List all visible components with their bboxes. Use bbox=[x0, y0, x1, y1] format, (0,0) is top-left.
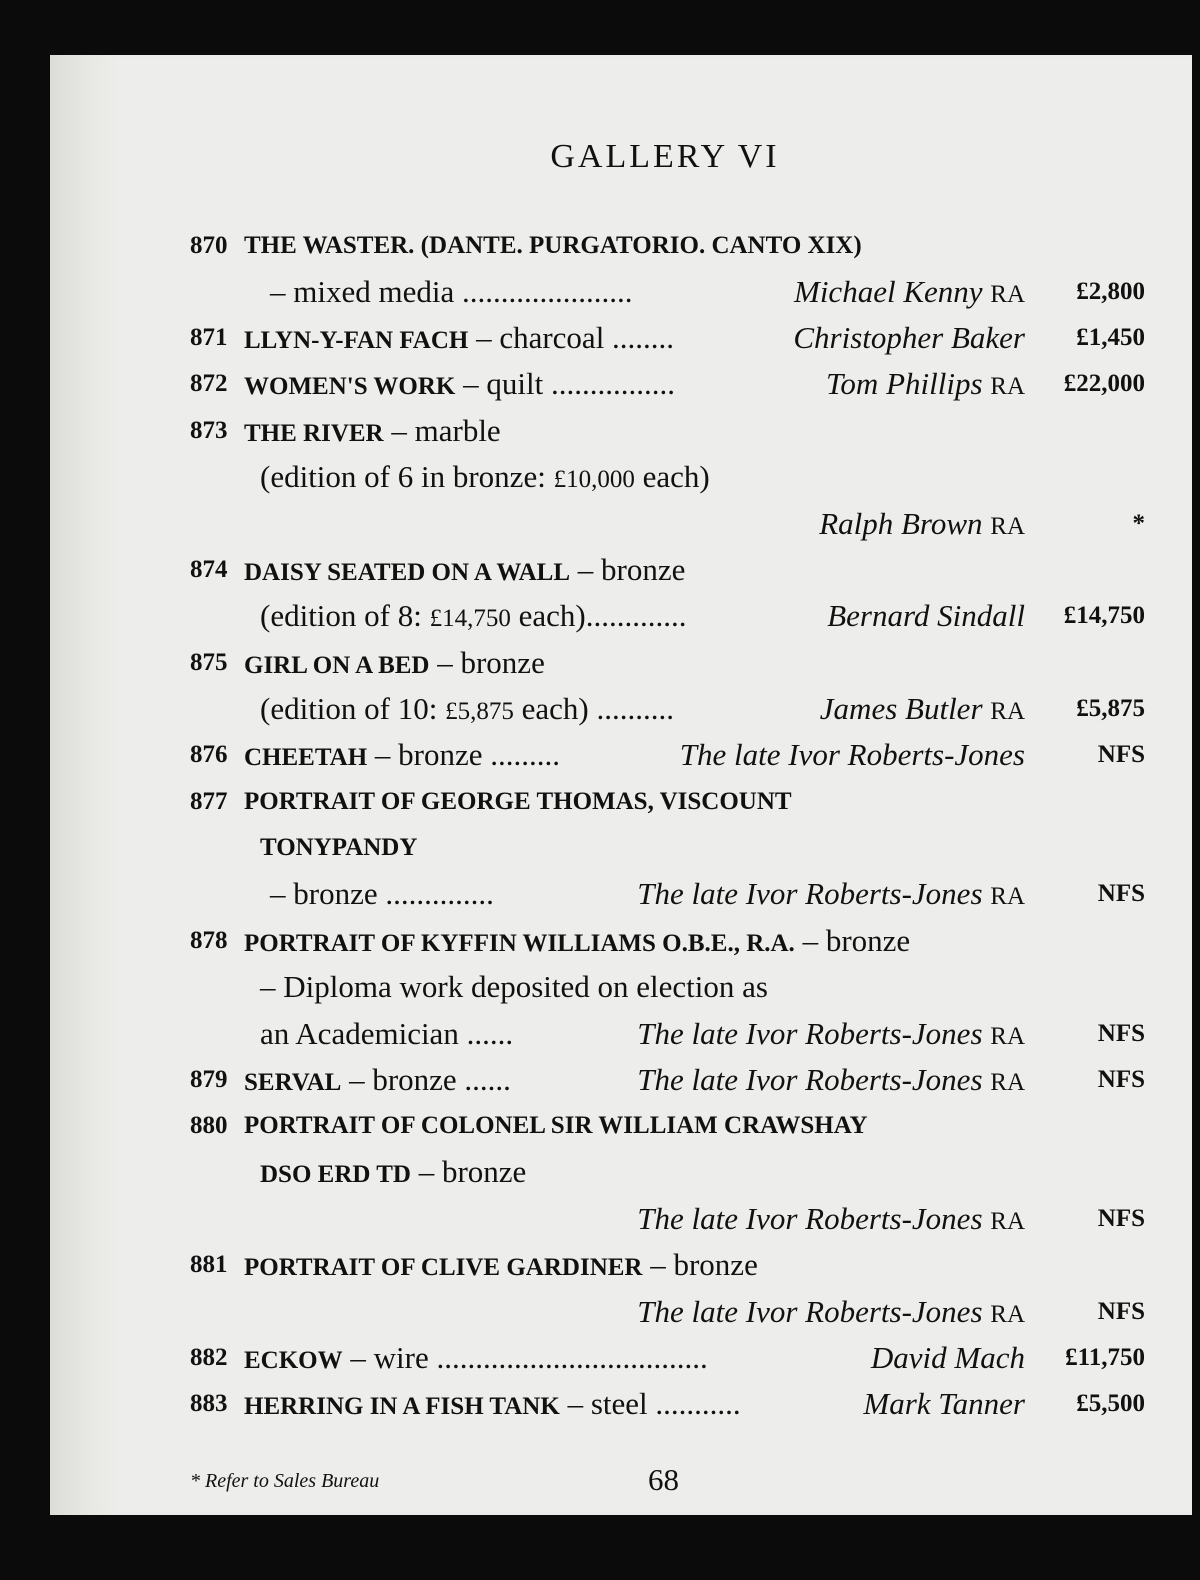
entry-text bbox=[244, 411, 501, 454]
entry-price: NFS bbox=[1097, 1020, 1145, 1047]
entry-ra: RA bbox=[990, 281, 1025, 308]
entry-text bbox=[244, 1338, 708, 1381]
entry-ra: RA bbox=[990, 373, 1025, 400]
entry-text bbox=[244, 643, 545, 686]
entry-number: 879 bbox=[190, 1066, 228, 1093]
entry-title: PORTRAIT OF COLONEL SIR WILLIAM CRAWSHAY bbox=[244, 1112, 868, 1139]
entry-number: 883 bbox=[190, 1390, 228, 1417]
entry-874-edition-line bbox=[190, 596, 1145, 636]
entry-870-title-line bbox=[190, 226, 1145, 266]
edition-prefix: (edition of 10: bbox=[260, 691, 446, 726]
entry-artist-block bbox=[819, 504, 1025, 547]
entry-artist: The late Ivor Roberts-Jones bbox=[637, 1016, 983, 1051]
entry-artist-block bbox=[680, 735, 1025, 775]
entry-number: 872 bbox=[190, 370, 228, 397]
entry-artist: David Mach bbox=[870, 1340, 1025, 1375]
entry-876-line bbox=[190, 735, 1145, 775]
entry-number: 870 bbox=[190, 232, 228, 259]
entry-ra: RA bbox=[990, 1208, 1025, 1235]
entry-title: HERRING IN A FISH TANK bbox=[244, 1393, 560, 1420]
entry-title: PORTRAIT OF CLIVE GARDINER bbox=[244, 1254, 643, 1281]
entry-883-line bbox=[190, 1384, 1145, 1424]
entry-879-line bbox=[190, 1060, 1145, 1100]
edition-suffix: each) .......... bbox=[513, 691, 674, 726]
entry-number: 881 bbox=[190, 1251, 228, 1278]
entry-medium: – bronze bbox=[802, 923, 911, 958]
entry-title: CHEETAH bbox=[244, 744, 368, 771]
entry-medium: – marble bbox=[391, 413, 501, 448]
entry-text bbox=[244, 1060, 511, 1103]
entry-text bbox=[244, 318, 674, 361]
entry-medium: – bronze bbox=[437, 645, 545, 680]
entry-title-continued: DSO ERD TD bbox=[260, 1161, 411, 1188]
entry-price: NFS bbox=[1097, 741, 1145, 768]
entry-text bbox=[244, 1245, 758, 1288]
entry-price: £22,000 bbox=[1063, 370, 1145, 397]
entry-title: LLYN-Y-FAN FACH bbox=[244, 327, 469, 354]
entry-878-title-line bbox=[190, 921, 1145, 961]
entry-text bbox=[244, 364, 675, 407]
entry-price: * bbox=[1132, 510, 1145, 537]
entry-ra: RA bbox=[990, 1069, 1025, 1096]
entry-880-title2-line bbox=[190, 1152, 1145, 1192]
entry-title: PORTRAIT OF KYFFIN WILLIAMS O.B.E., R.A. bbox=[244, 930, 795, 957]
entry-artist: The late Ivor Roberts-Jones bbox=[637, 1294, 983, 1329]
entry-artist-block bbox=[637, 1199, 1025, 1242]
entry-874-title-line bbox=[190, 550, 1145, 590]
entry-title: THE RIVER bbox=[244, 420, 384, 447]
entry-artist-block bbox=[827, 596, 1025, 636]
entry-877-title2-line bbox=[190, 828, 1145, 868]
edition-price: £5,875 bbox=[445, 698, 514, 725]
entry-medium: – bronze ......... bbox=[374, 737, 561, 772]
entry-text bbox=[244, 1384, 741, 1427]
entry-artist: Tom Phillips bbox=[826, 366, 983, 401]
page-number: 68 bbox=[648, 1462, 679, 1497]
entry-artist: Ralph Brown bbox=[819, 506, 983, 541]
entry-medium: – bronze bbox=[650, 1247, 758, 1282]
entry-873-edition-line bbox=[190, 457, 1145, 497]
entry-number: 874 bbox=[190, 556, 228, 583]
entry-number: 880 bbox=[190, 1112, 228, 1139]
entry-artist-block bbox=[826, 364, 1025, 407]
entry-ra: RA bbox=[990, 698, 1025, 725]
page-edge bbox=[50, 55, 120, 1515]
entry-artist: The late Ivor Roberts-Jones bbox=[637, 876, 983, 911]
entry-medium: – charcoal ........ bbox=[476, 320, 675, 355]
entry-881-artist-line bbox=[190, 1292, 1145, 1332]
entry-871-line bbox=[190, 318, 1145, 358]
edition-suffix: each) bbox=[634, 459, 710, 494]
entry-artist: The late Ivor Roberts-Jones bbox=[679, 737, 1025, 772]
entry-number: 878 bbox=[190, 927, 228, 954]
entry-title: ECKOW bbox=[244, 1347, 343, 1374]
entry-price: £5,875 bbox=[1076, 695, 1145, 722]
entry-number: 873 bbox=[190, 417, 228, 444]
entry-artist-block bbox=[793, 318, 1025, 358]
entry-number: 871 bbox=[190, 324, 228, 351]
entry-price: NFS bbox=[1097, 1205, 1145, 1232]
entry-artist-block bbox=[637, 874, 1025, 917]
entry-title: THE WASTER. (DANTE. PURGATORIO. CANTO XIX) bbox=[244, 232, 862, 259]
entry-875-title-line bbox=[190, 643, 1145, 683]
entry-877-title-line bbox=[190, 782, 1145, 822]
entry-880-title-line bbox=[190, 1106, 1145, 1146]
entry-877-detail-line bbox=[190, 874, 1145, 914]
entry-medium: – steel ........... bbox=[567, 1386, 741, 1421]
entry-870-detail-line bbox=[190, 272, 1145, 312]
entry-text bbox=[244, 550, 685, 593]
entry-title: SERVAL bbox=[244, 1069, 342, 1096]
entry-ra: RA bbox=[990, 1301, 1025, 1328]
entry-title-continued: TONYPANDY bbox=[260, 834, 418, 861]
entry-price: £14,750 bbox=[1063, 602, 1145, 629]
entry-text bbox=[244, 921, 910, 964]
entry-medium: – bronze ...... bbox=[349, 1062, 511, 1097]
entry-note: – Diploma work deposited on election as bbox=[260, 969, 768, 1004]
edition-suffix: each)............. bbox=[510, 598, 687, 633]
entry-medium: – bronze .............. bbox=[270, 876, 494, 911]
entry-882-line bbox=[190, 1338, 1145, 1378]
entry-artist-block bbox=[820, 689, 1025, 732]
entry-medium: – wire ................................... bbox=[350, 1340, 708, 1375]
entry-text bbox=[260, 1152, 526, 1195]
edition-prefix: (edition of 6 in bronze: bbox=[260, 459, 554, 494]
entry-880-artist-line bbox=[190, 1199, 1145, 1239]
entry-price: £2,800 bbox=[1076, 278, 1145, 305]
entry-price: NFS bbox=[1097, 1066, 1145, 1093]
entry-medium: – bronze bbox=[577, 552, 686, 587]
entry-881-title-line bbox=[190, 1245, 1145, 1285]
entry-text bbox=[244, 735, 560, 778]
entry-medium: – quilt ................ bbox=[463, 366, 675, 401]
entry-ra: RA bbox=[990, 513, 1025, 540]
entry-price: £11,750 bbox=[1065, 1344, 1145, 1371]
entry-artist-block bbox=[794, 272, 1025, 315]
entry-artist-block bbox=[637, 1060, 1025, 1103]
entry-873-title-line bbox=[190, 411, 1145, 451]
entry-title: WOMEN'S WORK bbox=[244, 373, 456, 400]
entry-artist-block bbox=[637, 1014, 1025, 1057]
entry-price: NFS bbox=[1097, 880, 1145, 907]
entry-edition bbox=[260, 689, 674, 732]
footnote: * Refer to Sales Bureau bbox=[190, 1470, 380, 1492]
entry-medium: – bronze bbox=[418, 1154, 527, 1189]
entry-price: £1,450 bbox=[1076, 324, 1145, 351]
entry-878-line3 bbox=[190, 1014, 1145, 1054]
entry-875-edition-line bbox=[190, 689, 1145, 729]
entry-number: 877 bbox=[190, 788, 228, 815]
entry-artist-block bbox=[863, 1384, 1025, 1424]
entry-medium: – mixed media ...................... bbox=[270, 274, 633, 309]
entry-price: NFS bbox=[1097, 1298, 1145, 1325]
edition-prefix: (edition of 8: bbox=[260, 598, 430, 633]
entry-873-artist-line bbox=[190, 504, 1145, 544]
entry-artist: Bernard Sindall bbox=[827, 598, 1025, 633]
entry-price: £5,500 bbox=[1076, 1390, 1145, 1417]
entry-artist: Michael Kenny bbox=[794, 274, 983, 309]
entry-artist-block bbox=[637, 1292, 1025, 1335]
edition-price: £10,000 bbox=[553, 466, 635, 493]
entry-artist: Mark Tanner bbox=[863, 1386, 1025, 1421]
edition-price: £14,750 bbox=[429, 605, 511, 632]
entry-878-line2 bbox=[190, 967, 1145, 1007]
entry-artist: James Butler bbox=[819, 691, 983, 726]
entry-artist: The late Ivor Roberts-Jones bbox=[637, 1201, 983, 1236]
entry-872-line bbox=[190, 364, 1145, 404]
entry-artist: Christopher Baker bbox=[793, 320, 1025, 355]
entry-number: 882 bbox=[190, 1344, 228, 1371]
entry-title: PORTRAIT OF GEORGE THOMAS, VISCOUNT bbox=[244, 788, 792, 815]
entry-ra: RA bbox=[990, 883, 1025, 910]
entry-artist-block bbox=[871, 1338, 1025, 1378]
entry-number: 875 bbox=[190, 649, 228, 676]
entry-artist: The late Ivor Roberts-Jones bbox=[637, 1062, 983, 1097]
entry-edition bbox=[260, 457, 710, 500]
entry-edition bbox=[260, 596, 686, 639]
entry-number: 876 bbox=[190, 741, 228, 768]
entry-title: DAISY SEATED ON A WALL bbox=[244, 559, 571, 586]
gallery-heading: GALLERY VI bbox=[550, 138, 780, 175]
entry-ra: RA bbox=[990, 1023, 1025, 1050]
entry-title: GIRL ON A BED bbox=[244, 652, 430, 679]
entry-note-continued: an Academician ...... bbox=[260, 1016, 514, 1051]
